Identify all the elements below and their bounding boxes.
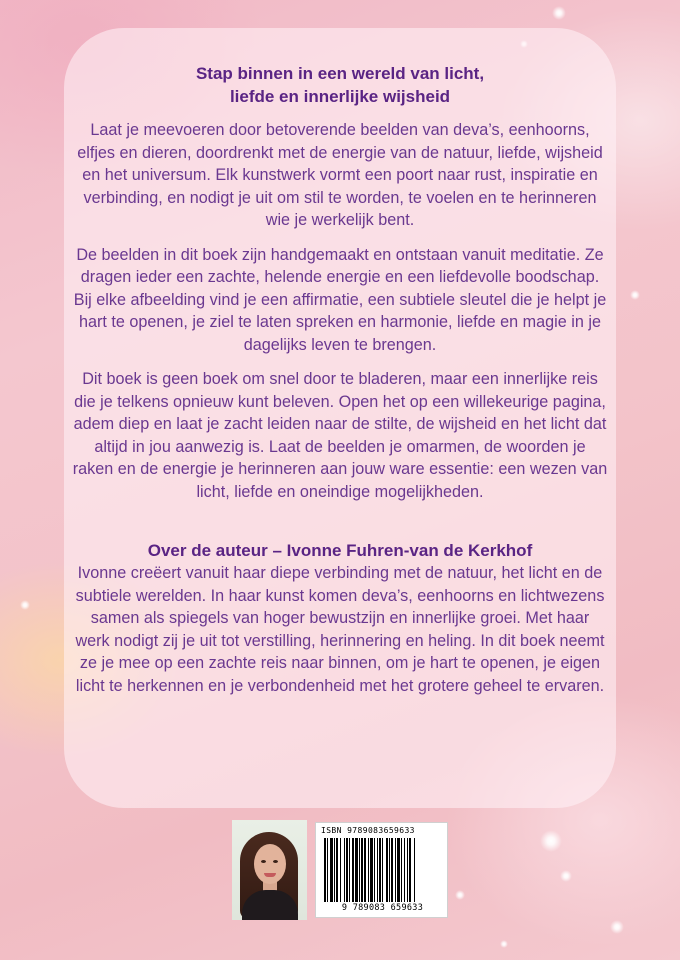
isbn-label: ISBN 9789083659633 [321, 826, 415, 835]
photo-eye [261, 860, 266, 863]
intro-heading-line-2: liefde en innerlijke wijsheid [229, 87, 451, 106]
barcode-bars [324, 838, 441, 902]
intro-paragraph-1: Laat je meevoeren door betoverende beelden van deva’s, eenhoorns, elfjes en dieren, doordrenkt met de energie van de natuur, liefde, wijsheid en het universum. Elk kunstwerk vormt een poort naar rust, inspiratie en verbinding, en nodigt je uit om stil te worden, te voelen en te herinneren wie je werkelijk bent. [77, 121, 603, 229]
photo-face [254, 844, 286, 884]
sparkle-decoration [560, 870, 572, 882]
intro-heading-line-1: Stap binnen in een wereld van licht, [195, 64, 485, 83]
sparkle-decoration [500, 940, 508, 948]
sparkle-decoration [610, 920, 624, 934]
sparkle-decoration [630, 290, 640, 300]
sparkle-decoration [552, 6, 566, 20]
back-cover-content [64, 62, 616, 697]
intro-paragraph-2: De beelden in dit boek zijn handgemaakt en ontstaan vanuit meditatie. Ze dragen ieder een zachte, helende energie en een liefdevolle boodschap. Bij elke afbeelding vind je een affirmatie, een subtiele sleutel die je helpt je hart te openen, je ziel te laten spreken en harmonie, liefde en magie in je dagelijks leven te brengen. [73, 245, 607, 354]
isbn-barcode [315, 822, 448, 918]
author-photo [232, 820, 307, 920]
author-heading: Over de auteur – Ivonne Fuhren-van de Kerkhof [147, 541, 533, 560]
author-section [64, 540, 616, 697]
sparkle-decoration [540, 830, 562, 852]
intro-paragraph-3: Dit boek is geen boek om snel door te bladeren, maar een innerlijke reis die je telkens opnieuw kunt beleven. Open het op een willekeurige pagina, adem diep en laat je zacht leiden naar de stilte, de wijsheid en het licht dat altijd in jou aanwezig is. Laat de beelden je omarmen, de woorden je raken en de energie je herinneren aan jouw ware essentie: een wezen van licht, liefde en oneindige mogelijkheden. [72, 370, 608, 501]
barcode-digits: 9 789083 659633 [341, 903, 424, 913]
barcode-bar [415, 838, 416, 902]
photo-eye [273, 860, 278, 863]
sparkle-decoration [455, 890, 465, 900]
author-bio: Ivonne creëert vanuit haar diepe verbinding met de natuur, het licht en de subtiele werelden. In haar kunst komen deva’s, eenhoorns en lichtwezens samen als spiegels van hoger bewustzijn en innerlijke groei. Met haar werk nodigt zij je uit tot verstilling, herinnering en heling. In dit boek neemt ze je mee op een zachte reis naar binnen, om je hart te openen, je eigen licht te herkennen en je verbondenheid met het grotere geheel te ervaren. [75, 564, 605, 695]
sparkle-decoration [20, 600, 30, 610]
intro-heading [64, 62, 616, 108]
